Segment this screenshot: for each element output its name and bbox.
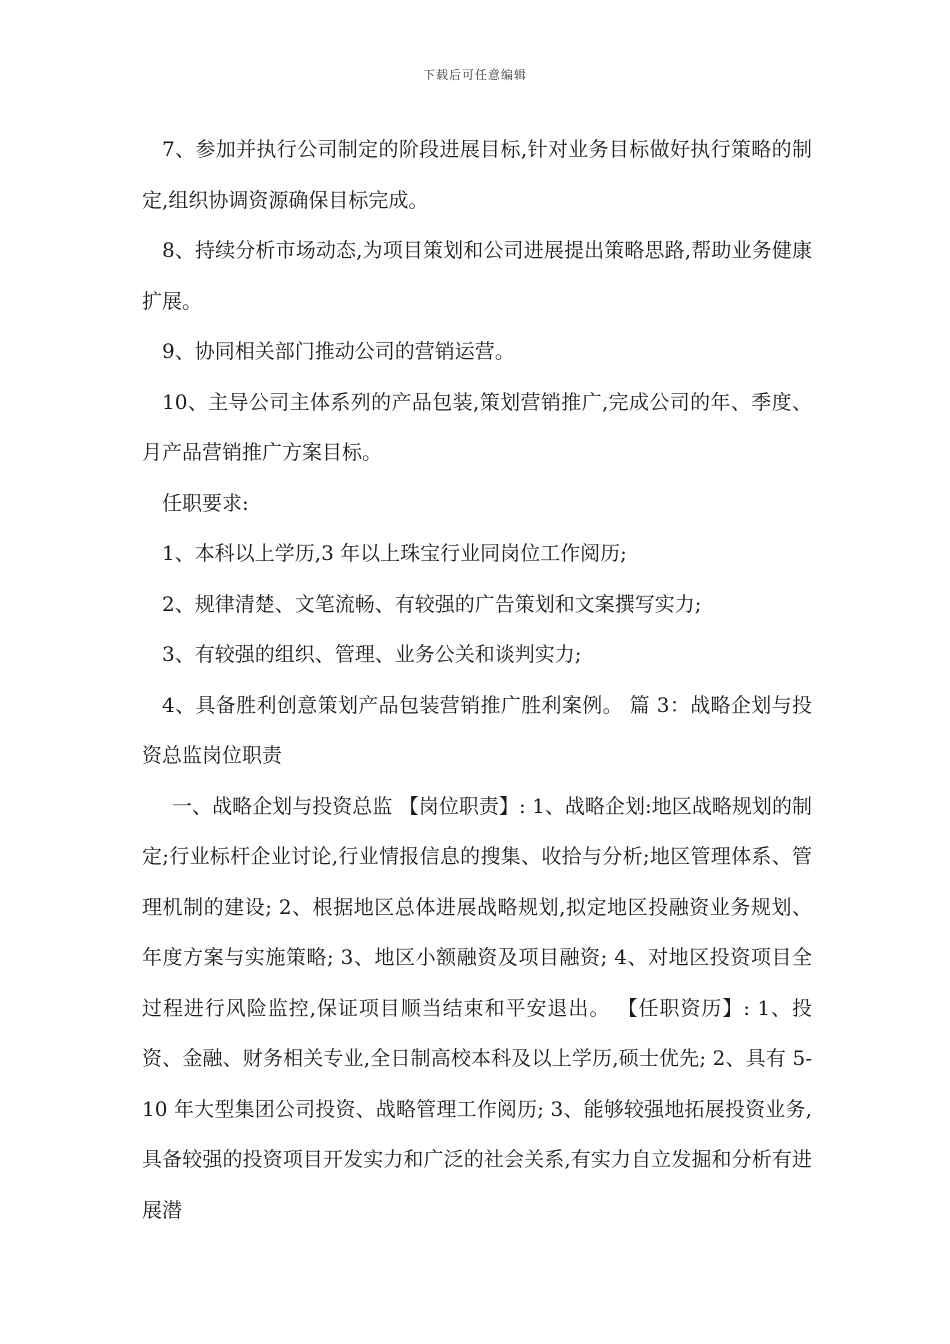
requirement-item-1: 1、本科以上学历,3 年以上珠宝行业同岗位工作阅历; — [162, 541, 627, 565]
document-body — [142, 124, 812, 1235]
paragraph-item-7: 7、参加并执行公司制定的阶段进展目标,针对业务目标做好执行策略的制定,组织协调资源确保目标完成。 — [142, 137, 812, 212]
paragraph-item-10: 10、主导公司主体系列的产品包装,策划营销推广,完成公司的年、季度、月产品营销推广方案目标。 — [142, 389, 812, 464]
requirement-item-4: 4、具备胜利创意策划产品包装营销推广胜利案例。 篇 3：战略企划与投资总监岗位职责 — [142, 692, 812, 767]
requirement-item-3: 3、有较强的组织、管理、业务公关和谈判实力; — [162, 642, 582, 666]
requirement-item-2: 2、规律清楚、文笔流畅、有较强的广告策划和文案撰写实力; — [162, 591, 702, 616]
header-note: 下载后可任意编辑 — [422, 68, 527, 82]
strategy-director-section: 一、战略企划与投资总监 【岗位职责】: 1、战略企划:地区战略规划的制定;行业标杆企业讨论,行业情报信息的搜集、收拾与分析;地区管理体系、管理机制的建设; 2、根据地区总体进展战略规划,拟定地区投融资业务规划、年度方案与实施策略; 3、地区小额融资及项目融资; 4、对地区投资项目全过程进行风险监控,保证项目顺当结束和平安退出。 【任职资历】: 1、投资、金融、财务相关专业,全日制高校本科及以上学历,硕士优先; 2、具有 5-10 年大型集团公司投资、战略管理工作阅历; 3、能够较强地拓展投资业务,具备较强的投资项目开发实力和广泛的社会关系,有实力自立发掘和分析有进展潜 — [142, 793, 812, 1222]
section-heading-requirements: 任职要求: — [162, 490, 249, 515]
paragraph-item-8: 8、持续分析市场动态,为项目策划和公司进展提出策略思路,帮助业务健康扩展。 — [142, 238, 812, 313]
paragraph-item-9: 9、协同相关部门推动公司的营销运营。 — [162, 339, 515, 363]
